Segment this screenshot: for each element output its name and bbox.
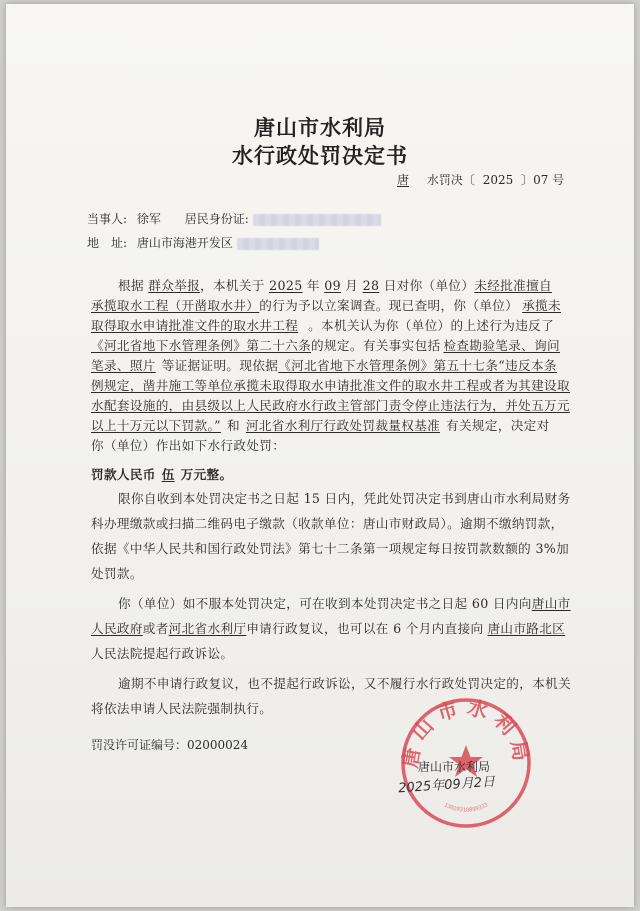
para3-line2 [91,619,565,639]
review-authority: 人民政府 [91,621,143,636]
text: 罚款人民币 [91,467,156,482]
violation-desc: 未经批准擅自 [474,278,552,293]
ref-year: 2025 [482,173,514,187]
text: 根据 [118,278,149,293]
violated-regulation: 《河北省地下水管理条例》第二十六条 [91,338,312,353]
case-year: 2025 [269,278,303,293]
text: 等证据证明。现依据 [161,358,279,373]
para1-line7: 水配套设施的，由县级以上人民政府水行政主管部门责令停止违法行为，并处五万元 [91,398,570,413]
seal-digits: 13020318899333 [442,802,490,814]
finding: 承揽未 [522,298,561,313]
text: 。本机关认为你（单位）的上述行为违反了 [308,318,555,333]
para2-line2: 科办理缴款或扫描二维码电子缴款（收款单位：唐山市财政局）。逾期不缴纳罚款， [91,516,564,531]
para1-line6: 例规定，凿井施工等单位承揽未取得取水申请批准文件的取水井工程或者为其建设取 [91,378,570,393]
evidence: 检查勘验笔录、询问 [443,338,560,353]
party-name-label: 当事人: [87,212,128,226]
ref-end: 〕07 号 [521,173,565,187]
svg-text:13020318899333 [443,802,489,813]
text: 的行为予以立案调查。现已查明，你（单位） [259,298,519,313]
text: 年 [302,278,325,293]
text: 或者 [142,621,169,636]
seal-ring-text: 唐山市水利局 [397,694,535,770]
text: 万元整。 [180,467,233,482]
party-name: 徐军 [136,212,161,226]
address-redacted [237,238,319,250]
para2-line1: 限你自收到本处罚决定书之日起 15 日内，凭此处罚决定书到唐山市水利局财务 [118,491,571,506]
court: 唐山市路北区 [487,621,566,636]
para4-line2: 将依法申请人民法院强制执行。 [91,701,273,716]
text: 月 [340,278,363,293]
para1-line8 [91,416,550,436]
para4-line1: 逾期不申请行政复议，也不提起行政诉讼，又不履行水行政处罚决定的，本机关 [118,676,572,691]
address-label: 地 址: [87,236,128,250]
ref-prefix: 唐 [397,173,410,187]
para1-line5 [91,356,557,376]
review-authority: 河北省水利厅 [168,621,247,636]
text: 的规定。有关事实包括 [311,338,441,353]
para2-line3: 依据《中华人民共和国行政处罚法》第七十二条第一项规定每日按罚款数额的 3%加 [91,541,570,556]
document-title: 水行政处罚决定书 [232,143,408,168]
penalty-line [91,465,232,485]
case-day: 28 [362,278,380,293]
case-month: 09 [324,278,341,293]
party-address-line [87,234,319,251]
document-reference [383,171,564,188]
issue-date: 2025年09月2日 [397,774,496,797]
legal-basis: 《河北省地下水管理条例》第五十七条“违反本条 [278,358,557,373]
legal-basis: 以上十万元以下罚款。” [91,418,221,433]
license-number: 罚没许可证编号：02000024 [91,738,249,752]
finding: 取得取水申请批准文件的取水井工程 [91,318,299,333]
id-label: 居民身份证: [184,212,249,226]
para1-line3 [91,316,554,336]
text: ，本机关于 [200,278,270,293]
report-source: 群众举报 [148,278,201,293]
id-redacted [253,214,381,226]
text: 申请行政复议，也可以在 6 个月内直接向 [246,621,484,636]
agency-title: 唐山市水利局 [254,115,386,140]
para2-line4: 处罚款。 [91,566,143,581]
para1-line4 [91,336,560,356]
para1-line1 [118,276,552,296]
para3-line1 [118,594,571,614]
text: 和 [226,418,240,433]
review-authority: 唐山市 [531,596,571,611]
issuer: 唐山市水利局 [418,760,491,774]
address: 唐山市海港开发区 [136,236,233,250]
text: 日对你（单位） [379,278,475,293]
para3-line3: 人民法院提起行政诉讼。 [91,646,234,661]
fine-amount: 伍 [161,467,175,482]
ref-mid: 水罚决〔 [426,173,475,187]
violation-desc: 承揽取水工程（开凿取水井） [91,298,260,313]
text: 你（单位）如不服本处罚决定，可在收到本处罚决定书之日起 60 日内向 [118,596,532,611]
party-name-line [87,210,381,227]
para1-line9: 你（单位）作出如下水行政处罚： [91,438,286,453]
para1-line2 [91,296,561,316]
evidence: 笔录、照片 [91,358,156,373]
text: 有关规定，决定对 [446,418,550,433]
discretion-standard: 河北省水利厅行政处罚裁量权基准 [245,418,441,433]
